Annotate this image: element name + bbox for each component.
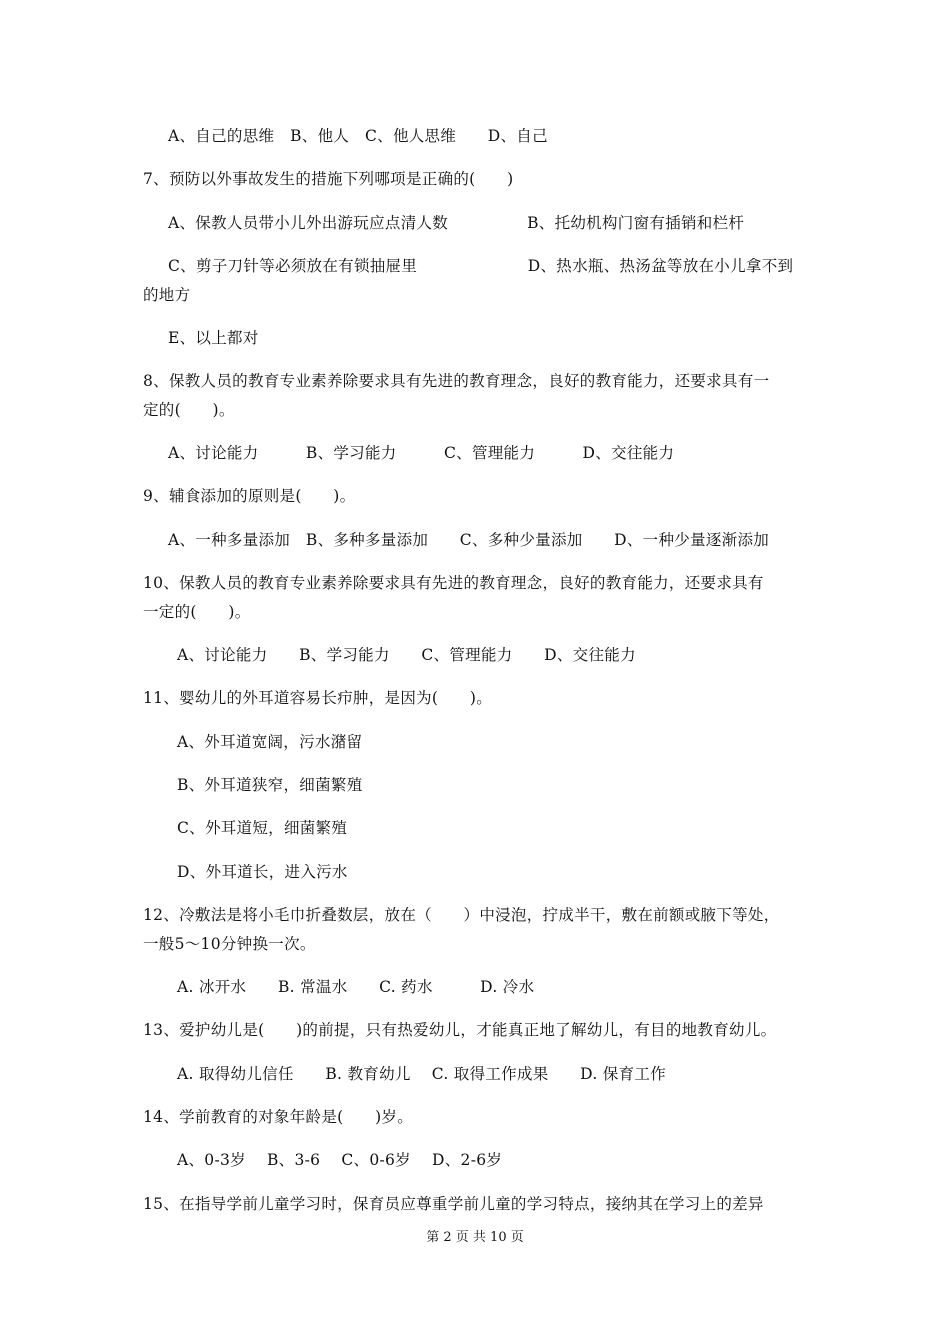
q6-options: A、自己的思维 B、他人 C、他人思维 D、自己 [168,127,548,145]
q11-stem: 11、婴幼儿的外耳道容易长疖肿，是因为( )。 [143,689,493,707]
q7-option-e: E、以上都对 [168,329,259,347]
q10-stem-cont: 一定的( )。 [143,603,251,621]
q12-stem: 12、冷敷法是将小毛巾折叠数层，放在（ ）中浸泡，拧成半干，敷在前额或腋下等处， [143,906,780,924]
q14-options: A、0-3岁 B、3-6 C、0-6岁 D、2-6岁 [177,1151,503,1169]
q10-options: A、讨论能力 B、学习能力 C、管理能力 D、交往能力 [177,646,636,664]
q7-options-ab: A、保教人员带小儿外出游玩应点清人数 B、托幼机构门窗有插销和栏杆 [168,214,745,232]
q7-options-cd-cont: 的地方 [143,286,191,304]
q12-stem-cont: 一般5～10分钟换一次。 [143,935,316,953]
q14-stem: 14、学前教育的对象年龄是( )岁。 [143,1108,414,1126]
q8-stem-cont: 定的( )。 [143,401,235,419]
q11-option-c: C、外耳道短，细菌繁殖 [177,819,348,837]
q11-option-b: B、外耳道狭窄，细菌繁殖 [177,776,363,794]
q10-stem: 10、保教人员的教育专业素养除要求具有先进的教育理念，良好的教育能力，还要求具有 [143,574,764,592]
q9-stem: 9、辅食添加的原则是( )。 [143,487,356,505]
q15-stem: 15、在指导学前儿童学习时，保育员应尊重学前儿童的学习特点，接纳其在学习上的差异 [143,1195,764,1213]
q7-options-cd: C、剪子刀针等必须放在有锁抽屉里 D、热水瓶、热汤盆等放在小儿拿不到 [168,257,794,275]
page-footer: 第 2 页 共 10 页 [426,1230,524,1245]
q11-option-d: D、外耳道长，进入污水 [177,863,348,881]
q13-options: A. 取得幼儿信任 B. 教育幼儿 C. 取得工作成果 D. 保育工作 [177,1065,667,1083]
q9-options: A、一种多量添加 B、多种多量添加 C、多种少量添加 D、一种少量逐渐添加 [168,531,770,549]
q8-options: A、讨论能力 B、学习能力 C、管理能力 D、交往能力 [168,444,675,462]
q8-stem: 8、保教人员的教育专业素养除要求具有先进的教育理念，良好的教育能力，还要求具有一 [143,372,770,390]
q11-option-a: A、外耳道宽阔，污水潴留 [177,733,363,751]
q12-options: A. 冰开水 B. 常温水 C. 药水 D. 冷水 [177,978,535,996]
q7-stem: 7、预防以外事故发生的措施下列哪项是正确的( ) [143,170,514,188]
q13-stem: 13、爱护幼儿是( )的前提，只有热爱幼儿，才能真正地了解幼儿，有目的地教育幼儿。 [143,1021,777,1039]
